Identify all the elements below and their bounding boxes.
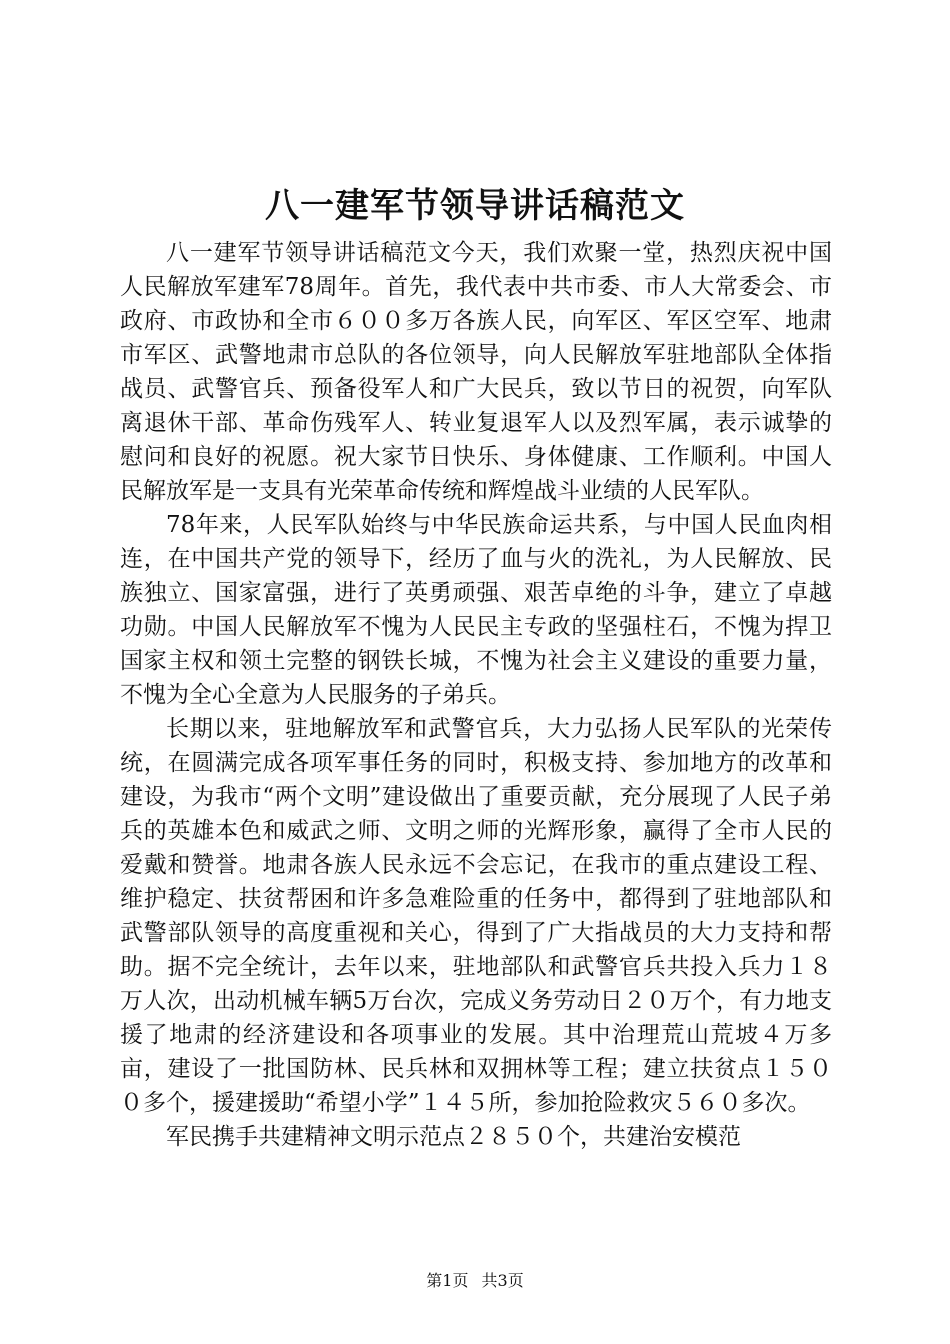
document-title: 八一建军节领导讲话稿范文 bbox=[265, 186, 685, 226]
paragraph-2: 78年来，人民军队始终与中华民族命运共系，与中国人民血肉相连，在中国共产党的领导下，经历了血与火的洗礼，为人民解放、民族独立、国家富强，进行了英勇顽强、艰苦卓绝的斗争，建立了卓越功勋。中国人民解放军不愧为人民民主专政的坚强柱石，不愧为捍卫国家主权和领土完整的钢铁长城，不愧为社会主义建设的重要力量，不愧为全心全意为人民服务的子弟兵。 bbox=[120, 512, 832, 708]
page-total: 共3页 bbox=[481, 1271, 524, 1290]
paragraph-4: 军民携手共建精神文明示范点２８５０个，共建治安模范 bbox=[166, 1124, 741, 1150]
paragraph-3: 长期以来，驻地解放军和武警官兵，大力弘扬人民军队的光荣传统，在圆满完成各项军事任务的同时，积极支持、参加地方的改革和建设，为我市“两个文明”建设做出了重要贡献，充分展现了人民子弟兵的英雄本色和威武之师、文明之师的光辉形象，赢得了全市人民的爱戴和赞誉。地肃各族人民永远不会忘记，在我市的重点建设工程、维护稳定、扶贫帮困和许多急难险重的任务中，都得到了驻地部队和武警部队领导的高度重视和关心，得到了广大指战员的大力支持和帮助。据不完全统计，去年以来，驻地部队和武警官兵共投入兵力１８万人次，出动机械车辆5万台次，完成义务劳动日２０万个，有力地支援了地肃的经济建设和各项事业的发展。其中治理荒山荒坡４万多亩，建设了一批国防林、民兵林和双拥林等工程；建立扶贫点１５００多个，援建援助“希望小学”１４５所，参加抢险救灾５６０多次。 bbox=[120, 716, 832, 1116]
document-body bbox=[120, 236, 832, 1154]
page-number: 第1页 bbox=[426, 1271, 469, 1290]
paragraph-1: 八一建军节领导讲话稿范文今天，我们欢聚一堂，热烈庆祝中国人民解放军建军78周年。首先，我代表中共市委、市人大常委会、市政府、市政协和全市６００多万各族人民，向军区、军区空军、地肃市军区、武警地肃市总队的各位领导，向人民解放军驻地部队全体指战员、武警官兵、预备役军人和广大民兵，致以节日的祝贺，向军队离退休干部、革命伤残军人、转业复退军人以及烈军属，表示诚挚的慰问和良好的祝愿。祝大家节日快乐、身体健康、工作顺利。中国人民解放军是一支具有光荣革命传统和辉煌战斗业绩的人民军队。 bbox=[120, 240, 832, 504]
page-footer bbox=[0, 1271, 950, 1291]
